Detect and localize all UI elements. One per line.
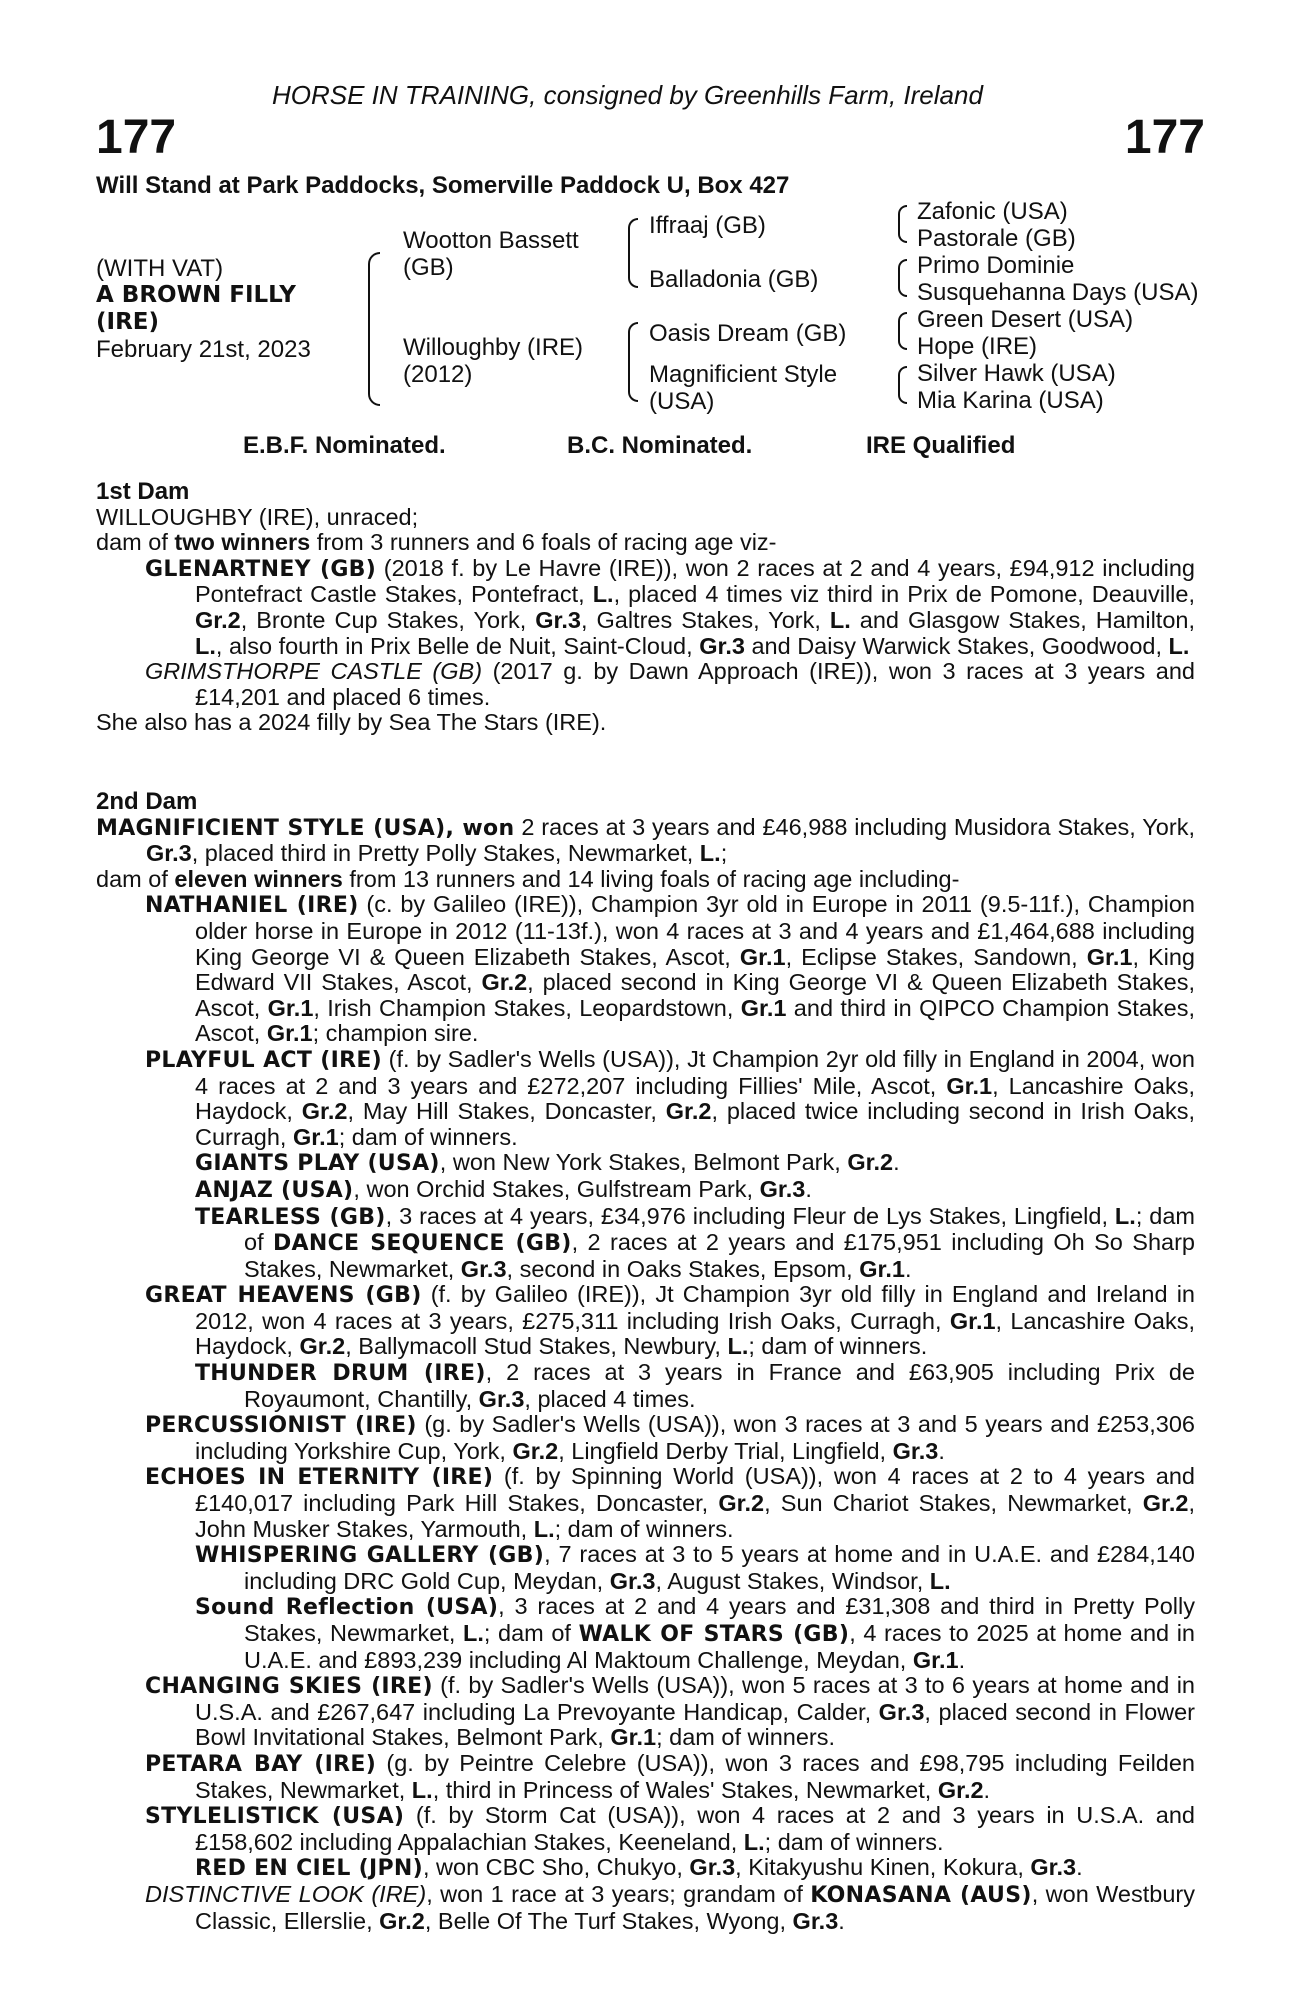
ped-sdd: Susquehanna Days (USA) xyxy=(917,279,1199,306)
produce-entry-percussionist: PERCUSSIONIST (IRE) (g. by Sadler's Wells (USA)), won 3 races at 3 and 5 years and £253,306 including Yorkshire Cup, York, Gr.2, Lingfield Derby Trial, Lingfield, Gr.3. xyxy=(145,1411,1195,1464)
pedigree-brace-dam xyxy=(628,322,638,402)
first-dam-produce-summary: dam of two winners from 3 runners and 6 foals of racing age viz- xyxy=(96,529,777,556)
second-dam-record: MAGNIFICIENT STYLE (USA), won 2 races at 3 years and £46,988 including Musidora Stakes, York, Gr.3, placed third in Pretty Polly Stakes, Newmarket, L.; xyxy=(96,813,1195,867)
horse-description-1: A BROWN FILLY xyxy=(96,282,296,308)
stand-location: Will Stand at Park Paddocks, Somerville Paddock U, Box 427 xyxy=(96,172,790,199)
dam-name: Willoughby (IRE) xyxy=(403,334,584,361)
produce-entry-changing-skies: CHANGING SKIES (IRE) (f. by Sadler's Wells (USA)), won 5 races at 3 to 6 years at home and in U.S.A. and £267,647 including La Prevoyante Handicap, Calder, Gr.3, placed second in Flower Bowl Invitational Stakes, Belmont Park, Gr.1; dam of winners. xyxy=(145,1672,1196,1751)
ped-ssd: Pastorale (GB) xyxy=(917,225,1076,252)
ped-dss: Green Desert (USA) xyxy=(917,306,1134,333)
produce-entry-playful-act: PLAYFUL ACT (IRE) (f. by Sadler's Wells (USA)), Jt Champion 2yr old filly in England in 2004, won 4 races at 2 and 3 years and £272,207 including Fillies' Mile, Ascot, Gr.1, Lancashire Oaks, Haydock, Gr.2, May Hill Stakes, Doncaster, Gr.2, placed twice including second in Irish Oaks, Curragh, Gr.1; dam of winners. xyxy=(145,1045,1196,1150)
first-dam-section xyxy=(96,479,1195,736)
ire-qualified: IRE Qualified xyxy=(866,432,1016,459)
first-dam-heading: 1st Dam xyxy=(96,478,190,505)
produce-entry-echoes-in-eternity: ECHOES IN ETERNITY (IRE) (f. by Spinning World (USA)), won 4 races at 2 to 4 years and £140,017 including Park Hill Stakes, Doncaster, Gr.2, Sun Chariot Stakes, Newmarket, Gr.2, John Musker Stakes, Yarmouth, L.; dam of winners. xyxy=(145,1463,1195,1542)
produce-entry-red-en-ciel: RED EN CIEL (JPN), won CBC Sho, Chukyo, Gr.3, Kitakyushu Kinen, Kokura, Gr.3. xyxy=(195,1854,1083,1882)
dam-dam-line2: (USA) xyxy=(649,388,715,415)
lot-number-right: 177 xyxy=(1124,111,1205,164)
produce-entry-thunder-drum: THUNDER DRUM (IRE), 2 races at 3 years in France and £63,905 including Prix de Royaumont, Chantilly, Gr.3, placed 4 times. xyxy=(195,1359,1195,1412)
produce-entry-giants-play: GIANTS PLAY (USA), won New York Stakes, Belmont Park, Gr.2. xyxy=(195,1149,900,1177)
produce-entry-sound-reflection: Sound Reflection (USA), 3 races at 2 and 4 years and £31,308 and third in Pretty Polly Stakes, Newmarket, L.; dam of WALK OF STARS (GB), 4 races to 2025 at home and in U.A.E. and £893,239 including Al Maktoum Challenge, Meydan, Gr.1. xyxy=(195,1593,1195,1673)
second-dam-section xyxy=(96,789,1195,1934)
horse-description-2: (IRE) xyxy=(96,309,160,335)
produce-entry-anjaz: ANJAZ (USA), won Orchid Stakes, Gulfstream Park, Gr.3. xyxy=(195,1175,812,1203)
lot-number-left: 177 xyxy=(96,111,177,164)
ped-ddd: Mia Karina (USA) xyxy=(917,387,1104,414)
produce-entry-nathaniel: NATHANIEL (IRE) (c. by Galileo (IRE)), Champion 3yr old in Europe in 2011 (9.5-11f.), Champion older horse in Europe in 2012 (11-13f.), won 4 races at 3 and 4 years and £1,464,688 including King George VI & Queen Elizabeth Stakes, Ascot, Gr.1, Eclipse Stakes, Sandown, Gr.1, King Edward VII Stakes, Ascot, Gr.2, placed second in King George VI & Queen Elizabeth Stakes, Ascot, Gr.1, Irish Champion Stakes, Leopardstown, Gr.1 and third in QIPCO Champion Stakes, Ascot, Gr.1; champion sire. xyxy=(145,891,1196,1047)
pedigree-brace-sd xyxy=(898,259,907,297)
pedigree-brace-ds xyxy=(898,312,907,350)
first-dam-name: WILLOUGHBY (IRE), unraced; xyxy=(96,503,419,530)
ped-sss: Zafonic (USA) xyxy=(917,198,1068,225)
first-dam-current-produce: She also has a 2024 filly by Sea The Stars (IRE). xyxy=(96,709,607,736)
pedigree-brace-ss xyxy=(898,205,907,243)
dam-sire: Oasis Dream (GB) xyxy=(649,320,847,347)
vat-note: (WITH VAT) xyxy=(96,255,224,282)
foaling-date: February 21st, 2023 xyxy=(96,336,311,363)
produce-entry-grimsthorpe: GRIMSTHORPE CASTLE (GB) (2017 g. by Dawn Approach (IRE)), won 3 races at 3 years and £14,201 and placed 6 times. xyxy=(145,658,1195,710)
ped-sds: Primo Dominie xyxy=(917,252,1075,279)
pedigree-brace-sire xyxy=(628,218,638,288)
produce-entry-petara-bay: PETARA BAY (IRE) (g. by Peintre Celebre (USA)), won 3 races and £98,795 including Feilden Stakes, Newmarket, L., third in Princess of Wales' Stakes, Newmarket, Gr.2. xyxy=(145,1749,1196,1803)
produce-entry-stylelistick: STYLELISTICK (USA) (f. by Storm Cat (USA)), won 4 races at 2 and 3 years in U.S.A. and £158,602 including Appalachian Stakes, Keeneland, L.; dam of winners. xyxy=(145,1802,1195,1855)
sire-sire: Iffraaj (GB) xyxy=(649,212,766,239)
pedigree-brace-dd xyxy=(898,366,907,404)
produce-entry-distinctive-look: DISTINCTIVE LOOK (IRE), won 1 race at 3 years; grandam of KONASANA (AUS), won Westbury Classic, Ellerslie, Gr.2, Belle Of The Turf Stakes, Wyong, Gr.3. xyxy=(145,1880,1195,1934)
sire-country: (GB) xyxy=(403,254,454,281)
produce-entry-tearless: TEARLESS (GB), 3 races at 4 years, £34,976 including Fleur de Lys Stakes, Lingfield, L.; dam of DANCE SEQUENCE (GB), 2 races at 2 years and £175,951 including Oh So Sharp Stakes, Newmarket, Gr.3, second in Oaks Stakes, Epsom, Gr.1. xyxy=(195,1202,1195,1282)
produce-entry-great-heavens: GREAT HEAVENS (GB) (f. by Galileo (IRE)), Jt Champion 3yr old filly in England and Ireland in 2012, won 4 races at 3 years, £275,311 including Irish Oaks, Curragh, Gr.1, Lancashire Oaks, Haydock, Gr.2, Ballymacoll Stud Stakes, Newbury, L.; dam of winners. xyxy=(145,1281,1195,1360)
sire-name: Wootton Bassett xyxy=(403,227,579,254)
ped-dds: Silver Hawk (USA) xyxy=(917,360,1116,387)
dam-dam-line1: Magnificient Style xyxy=(649,361,838,388)
produce-entry-glenartney: GLENARTNEY (GB) (2018 f. by Le Havre (IRE)), won 2 races at 2 and 4 years, £94,912 including Pontefract Castle Stakes, Pontefract, L., placed 4 times viz third in Prix de Pomone, Deauville, Gr.2, Bronte Cup Stakes, York, Gr.3, Galtres Stakes, York, L. and Glasgow Stakes, Hamilton, L., also fourth in Prix Belle de Nuit, Saint-Cloud, Gr.3 and Daisy Warwick Stakes, Goodwood, L. xyxy=(145,554,1196,659)
second-dam-produce-summary: dam of eleven winners from 13 runners and 14 living foals of racing age including- xyxy=(96,865,960,892)
produce-entry-whispering-gallery: WHISPERING GALLERY (GB), 7 races at 3 to 5 years at home and in U.A.E. and £284,140 including DRC Gold Cup, Meydan, Gr.3, August Stakes, Windsor, L. xyxy=(195,1541,1195,1594)
dam-year: (2012) xyxy=(403,361,473,388)
ped-dsd: Hope (IRE) xyxy=(917,333,1038,360)
sire-dam: Balladonia (GB) xyxy=(649,266,819,293)
bc-nomination: B.C. Nominated. xyxy=(567,432,753,459)
pedigree-brace-main xyxy=(368,252,380,406)
catalogue-header: HORSE IN TRAINING, consigned by Greenhills Farm, Ireland xyxy=(272,80,983,110)
ebf-nomination: E.B.F. Nominated. xyxy=(243,432,446,459)
second-dam-heading: 2nd Dam xyxy=(96,788,198,815)
